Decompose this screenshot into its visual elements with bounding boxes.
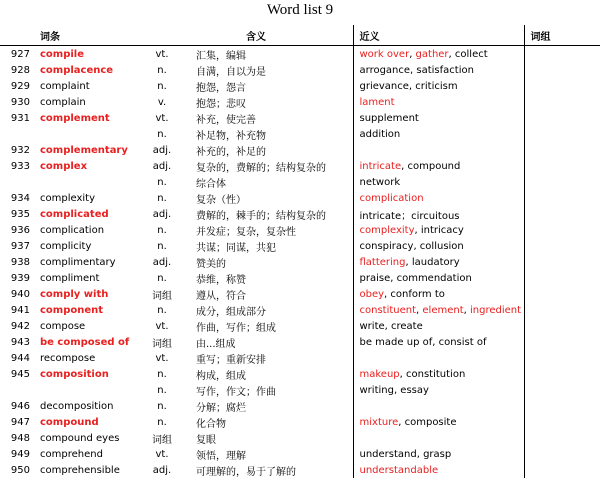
entry-definition: 综合体 (196, 178, 226, 190)
entry-synonyms (353, 398, 524, 414)
entry-word: decomposition (40, 400, 114, 412)
table-row (0, 46, 600, 63)
entry-phrases (524, 286, 600, 302)
entry-phrases (524, 222, 600, 238)
part-of-speech: vt. (155, 48, 169, 60)
part-of-speech: n. (157, 192, 167, 204)
page-title: Word list 9 (266, 2, 334, 18)
synonym-text: makeup (359, 368, 400, 380)
entry-word: comply with (40, 288, 109, 300)
entry-number (0, 382, 34, 398)
part-of-speech: n. (157, 400, 167, 412)
entry-word: complementary (40, 144, 128, 156)
entry-synonyms (353, 94, 524, 110)
entry-synonyms (353, 366, 524, 382)
entry-synonyms (353, 254, 524, 270)
table-row (0, 430, 600, 446)
part-of-speech: vt. (155, 448, 169, 460)
part-of-speech: adj. (152, 208, 172, 220)
table-row (0, 382, 600, 398)
entry-definition: 补充的，补足的 (196, 146, 266, 158)
entry-number: 938 (10, 256, 30, 268)
table-row (0, 190, 600, 206)
entry-word: be composed of (40, 336, 130, 348)
synonym-text: network (359, 176, 401, 188)
entry-number: 927 (10, 48, 30, 60)
entry-synonyms (353, 142, 524, 158)
entry-synonyms (353, 78, 524, 94)
table-row (0, 446, 600, 462)
synonym-text: intricate (359, 160, 402, 172)
header-synonyms: 近义 (353, 25, 524, 46)
entry-definition: 由...组成 (196, 338, 236, 350)
entry-number: 937 (10, 240, 30, 252)
synonym-text: , (416, 304, 423, 316)
synonym-text: write, create (359, 320, 423, 332)
synonym-text: gather (415, 48, 449, 60)
part-of-speech: adj. (152, 464, 172, 476)
synonym-text: mixture (359, 416, 399, 428)
entry-word: complicity (40, 240, 92, 252)
entry-number: 944 (10, 352, 30, 364)
entry-phrases (524, 142, 600, 158)
header-number (0, 25, 34, 46)
entry-phrases (524, 126, 600, 142)
entry-definition: 写作，作文；作曲 (196, 386, 276, 398)
synonym-text: element (422, 304, 464, 316)
entry-word: compliment (40, 272, 100, 284)
synonym-text: lament (359, 96, 395, 108)
entry-synonyms (353, 286, 524, 302)
synonym-text: , composite (398, 416, 457, 428)
entry-synonyms (353, 238, 524, 254)
entry-definition: 抱怨；悲叹 (196, 98, 246, 110)
entry-word: comprehensible (40, 464, 120, 476)
entry-definition: 复杂（性） (196, 194, 246, 206)
entry-synonyms (353, 334, 524, 350)
entry-number (0, 174, 34, 190)
synonym-text: , constitution (399, 368, 466, 380)
entry-word: complex (40, 160, 88, 172)
entry-word: compile (40, 48, 85, 60)
entry-word: component (40, 304, 104, 316)
entry-number: 946 (10, 400, 30, 412)
entry-synonyms (353, 158, 524, 174)
entry-synonyms (353, 174, 524, 190)
entry-number: 934 (10, 192, 30, 204)
entry-phrases (524, 414, 600, 430)
entry-phrases (524, 446, 600, 462)
part-of-speech: 词组 (152, 338, 172, 350)
table-row (0, 126, 600, 142)
entry-word: complication (40, 224, 105, 236)
synonym-text: addition (359, 128, 401, 140)
entry-number: 932 (10, 144, 30, 156)
entry-word: complexity (40, 192, 95, 204)
table-row (0, 270, 600, 286)
table-row (0, 398, 600, 414)
synonym-text: , laudatory (405, 256, 460, 268)
synonym-text: ingredient (470, 304, 522, 316)
entry-synonyms (353, 126, 524, 142)
part-of-speech: adj. (152, 256, 172, 268)
header-pos (134, 25, 190, 46)
entry-phrases (524, 62, 600, 78)
table-row (0, 366, 600, 382)
part-of-speech: n. (157, 224, 167, 236)
entry-word: composition (40, 368, 109, 380)
entry-synonyms (353, 62, 524, 78)
entry-synonyms (353, 222, 524, 238)
synonym-text: , conform to (384, 288, 445, 300)
part-of-speech: vt. (155, 352, 169, 364)
entry-number: 948 (10, 432, 30, 444)
entry-number: 940 (10, 288, 30, 300)
part-of-speech: v. (157, 96, 167, 108)
synonym-text: be made up of, consist of (359, 336, 487, 348)
entry-number: 930 (10, 96, 30, 108)
entry-word (34, 174, 134, 190)
entry-number: 933 (10, 160, 30, 172)
synonym-text: understand, grasp (359, 448, 452, 460)
entry-synonyms (353, 430, 524, 446)
entry-definition: 并发症；复杂，复杂性 (196, 226, 296, 238)
entry-phrases (524, 270, 600, 286)
synonym-text: , intricacy (414, 224, 464, 236)
table-row (0, 94, 600, 110)
entry-phrases (524, 46, 600, 63)
entry-phrases (524, 238, 600, 254)
synonym-text: conspiracy, collusion (359, 240, 464, 252)
table-row (0, 238, 600, 254)
table-row (0, 174, 600, 190)
entry-number: 936 (10, 224, 30, 236)
entry-word: complement (40, 112, 110, 124)
entry-synonyms (353, 46, 524, 63)
entry-definition: 汇集，编辑 (196, 50, 246, 62)
entry-definition: 化合物 (196, 418, 226, 430)
entry-definition: 自满，自以为是 (196, 66, 266, 78)
entry-phrases (524, 254, 600, 270)
entry-number: 945 (10, 368, 30, 380)
entry-phrases (524, 78, 600, 94)
entry-synonyms (353, 270, 524, 286)
synonym-text: intricate；circuitous (359, 210, 460, 222)
entry-phrases (524, 174, 600, 190)
part-of-speech: n. (157, 272, 167, 284)
synonym-text: work over (359, 48, 410, 60)
table-row (0, 158, 600, 174)
entry-phrases (524, 462, 600, 478)
entry-phrases (524, 94, 600, 110)
entry-number: 947 (10, 416, 30, 428)
header-definition: 含义 (190, 25, 353, 46)
entry-definition: 恭维，称赞 (196, 274, 246, 286)
synonym-text: , collect (448, 48, 488, 60)
entry-number: 929 (10, 80, 30, 92)
part-of-speech: n. (157, 176, 167, 188)
entry-definition: 构成，组成 (196, 370, 246, 382)
entry-synonyms (353, 302, 524, 318)
table-row (0, 414, 600, 430)
synonym-text: obey (359, 288, 385, 300)
entry-word: recompose (40, 352, 96, 364)
table-row (0, 222, 600, 238)
table-row (0, 206, 600, 222)
part-of-speech: adj. (152, 144, 172, 156)
entry-synonyms (353, 110, 524, 126)
entry-word: compose (40, 320, 86, 332)
entry-word: complaint (40, 80, 90, 92)
part-of-speech: n. (157, 128, 167, 140)
table-row (0, 254, 600, 270)
part-of-speech: 词组 (152, 434, 172, 446)
entry-number: 935 (10, 208, 30, 220)
table-row (0, 462, 600, 478)
entry-definition: 成分，组成部分 (196, 306, 266, 318)
entry-definition: 费解的，棘手的；结构复杂的 (196, 210, 326, 222)
entry-phrases (524, 398, 600, 414)
table-row (0, 110, 600, 126)
header-word: 词条 (34, 25, 134, 46)
entry-definition: 共谋；同谋，共犯 (196, 242, 276, 254)
table-row (0, 142, 600, 158)
entry-word: compound (40, 416, 99, 428)
entry-word (34, 126, 134, 142)
entry-word: complain (40, 96, 86, 108)
entry-number: 941 (10, 304, 30, 316)
header-row (0, 25, 600, 46)
part-of-speech: n. (157, 80, 167, 92)
entry-synonyms (353, 414, 524, 430)
synonym-text: arrogance, satisfaction (359, 64, 474, 76)
entry-synonyms (353, 206, 524, 222)
entry-definition: 重写；重新安排 (196, 354, 266, 366)
word-table (0, 25, 600, 478)
synonym-text: constituent (359, 304, 417, 316)
entry-definition: 补充，使完善 (196, 114, 256, 126)
entry-phrases (524, 110, 600, 126)
synonym-text: flattering (359, 256, 406, 268)
entry-number: 928 (10, 64, 30, 76)
table-row (0, 350, 600, 366)
entry-phrases (524, 334, 600, 350)
header-phrases: 词组 (524, 25, 600, 46)
synonym-text: complexity (359, 224, 415, 236)
part-of-speech: vt. (155, 112, 169, 124)
entry-phrases (524, 430, 600, 446)
entry-phrases (524, 206, 600, 222)
table-row (0, 78, 600, 94)
table-row (0, 302, 600, 318)
entry-word: complimentary (40, 256, 116, 268)
synonym-text: , (409, 48, 416, 60)
entry-phrases (524, 382, 600, 398)
entry-phrases (524, 190, 600, 206)
entry-definition: 分解；腐烂 (196, 402, 246, 414)
entry-number: 950 (10, 464, 30, 476)
entry-word (34, 382, 134, 398)
entry-number: 942 (10, 320, 30, 332)
entry-definition: 可理解的，易于了解的 (196, 466, 296, 478)
entry-phrases (524, 302, 600, 318)
entry-definition: 遵从，符合 (196, 290, 246, 302)
entry-synonyms (353, 462, 524, 478)
entry-number: 939 (10, 272, 30, 284)
entry-definition: 赞美的 (196, 258, 226, 270)
entry-definition: 补足物，补充物 (196, 130, 266, 142)
entry-phrases (524, 318, 600, 334)
entry-definition: 抱怨，怨言 (196, 82, 246, 94)
table-body (0, 46, 600, 479)
entry-definition: 作曲，写作；组成 (196, 322, 276, 334)
entry-number: 943 (10, 336, 30, 348)
entry-synonyms (353, 382, 524, 398)
part-of-speech: adj. (152, 160, 172, 172)
synonym-text: , (463, 304, 471, 316)
part-of-speech: n. (157, 240, 167, 252)
part-of-speech: n. (157, 368, 167, 380)
entry-word: comprehend (40, 448, 103, 460)
entry-definition: 复杂的，费解的；结构复杂的 (196, 162, 326, 174)
synonym-text: , compound (401, 160, 461, 172)
entry-synonyms (353, 190, 524, 206)
part-of-speech: n. (157, 304, 167, 316)
synonym-text: supplement (359, 112, 419, 124)
table-row (0, 286, 600, 302)
entry-word: complacence (40, 64, 114, 76)
table-row (0, 62, 600, 78)
table-row (0, 334, 600, 350)
entry-definition: 复眼 (196, 434, 216, 446)
part-of-speech: n. (157, 384, 167, 396)
entry-number: 931 (10, 112, 30, 124)
synonym-text: grievance, criticism (359, 80, 458, 92)
part-of-speech: 词组 (152, 290, 172, 302)
entry-word: complicated (40, 208, 109, 220)
entry-word: compound eyes (40, 432, 120, 444)
synonym-text: writing, essay (359, 384, 429, 396)
synonym-text: understandable (359, 464, 439, 476)
entry-synonyms (353, 318, 524, 334)
entry-synonyms (353, 446, 524, 462)
entry-number: 949 (10, 448, 30, 460)
entry-phrases (524, 158, 600, 174)
entry-phrases (524, 366, 600, 382)
entry-phrases (524, 350, 600, 366)
entry-number (0, 126, 34, 142)
synonym-text: praise, commendation (359, 272, 472, 284)
table-row (0, 318, 600, 334)
part-of-speech: n. (157, 416, 167, 428)
entry-synonyms (353, 350, 524, 366)
part-of-speech: vt. (155, 320, 169, 332)
entry-definition: 领悟，理解 (196, 450, 246, 462)
part-of-speech: n. (157, 64, 167, 76)
synonym-text: complication (359, 192, 424, 204)
